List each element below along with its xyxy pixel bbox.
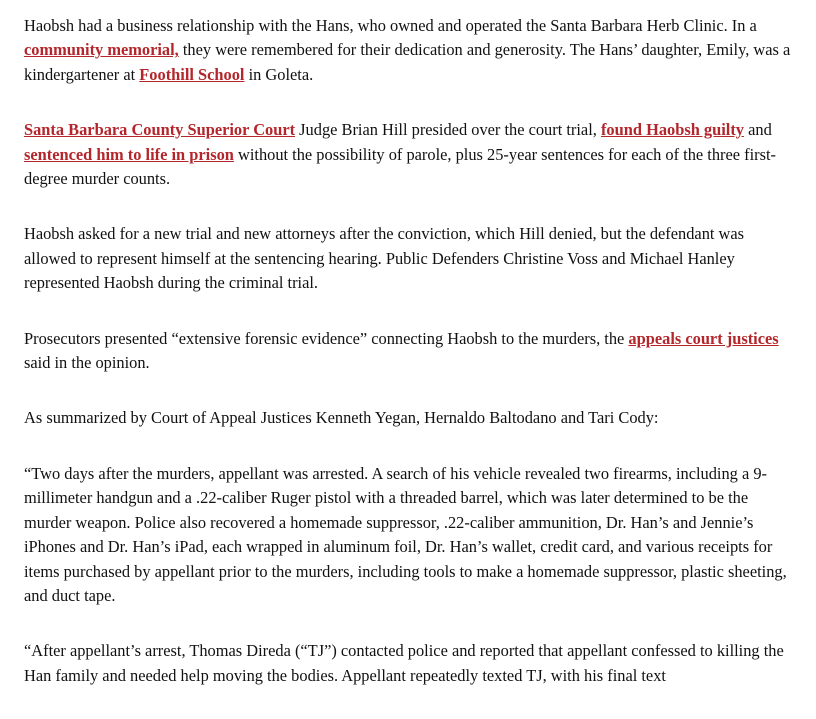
p1-text-3: in Goleta.	[244, 64, 314, 84]
paragraph-forensic-evidence	[24, 327, 799, 376]
paragraph-quote-direda	[24, 639, 799, 688]
p3-text-1: Haobsh asked for a new trial and new attorneys after the conviction, which Hill denied, but the defendant was allowed to represent himself at the sentencing hearing. Public Defenders Christine Voss and Michael Hanley represented Haobsh during the criminal trial.	[24, 224, 745, 293]
p1-text-1: Haobsh had a business relationship with the Hans, who owned and operated the Santa Barbara Herb Clinic. In a	[24, 16, 757, 35]
p5-text-1: As summarized by Court of Appeal Justices Kenneth Yegan, Hernaldo Baltodano and Tari Cody:	[24, 408, 659, 428]
p1-text-2: they were remembered for their dedication and generosity. The Hans’ daughter, Emily, was a kindergartener at	[24, 40, 791, 84]
link-foothill-school[interactable]: Foothill School	[139, 64, 245, 84]
paragraph-summarized-by	[24, 406, 799, 430]
paragraph-quote-arrest-search	[24, 462, 799, 608]
link-appeals-court-justices[interactable]: appeals court justices	[628, 328, 779, 348]
paragraph-new-trial	[24, 222, 799, 295]
link-community-memorial[interactable]: community memorial,	[24, 40, 179, 60]
p2-text-2: and	[744, 120, 772, 140]
link-superior-court[interactable]: Santa Barbara County Superior Court	[24, 120, 296, 140]
paragraph-business-relationship	[24, 14, 799, 87]
article-body	[24, 14, 799, 719]
p4-text-2: said in the opinion.	[24, 353, 150, 373]
p2-text-1: Judge Brian Hill presided over the court trial,	[295, 120, 601, 140]
link-found-guilty[interactable]: found Haobsh guilty	[600, 120, 744, 140]
link-sentenced-life[interactable]: sentenced him to life in prison	[24, 144, 234, 164]
p7-text-1: “After appellant’s arrest, Thomas Direda (“TJ”) contacted police and reported that appellant confessed to killing the Han family and needed help moving the bodies. Appellant repeatedly texted TJ, with his final text	[24, 641, 784, 685]
p4-text-1: Prosecutors presented “extensive forensic evidence” connecting Haobsh to the murders, the	[24, 328, 629, 348]
p2-text-3: without the possibility of parole, plus 25-year sentences for each of the three first-degree murder counts.	[24, 144, 776, 189]
paragraph-court-trial	[24, 118, 799, 191]
p6-text-1: “Two days after the murders, appellant was arrested. A search of his vehicle revealed two firearms, including a 9-millimeter handgun and a .22-caliber Ruger pistol with a threaded barrel, which was later determined to be the murder weapon. Police also recovered a homemade suppressor, .22-caliber ammunition, Dr. Han’s and Jennie’s iPhones and Dr. Han’s iPad, each wrapped in aluminum foil, Dr. Han’s wallet, credit card, and various receipts for items purchased by appellant prior to the murders, including tools to make a homemade suppressor, plastic sheeting, and duct tape.	[24, 463, 787, 605]
